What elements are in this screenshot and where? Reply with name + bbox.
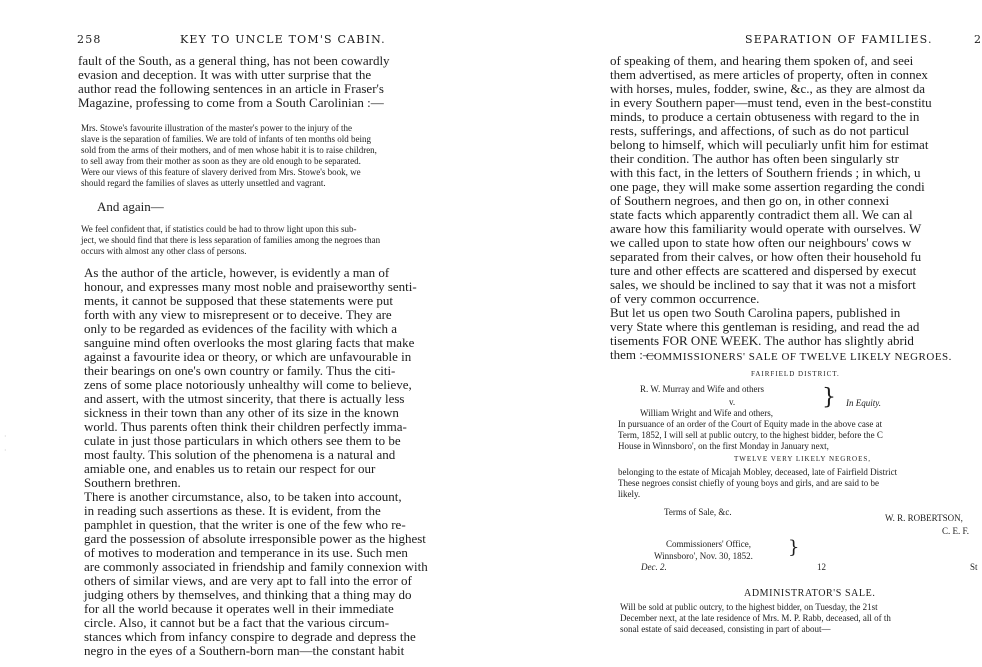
ad-title: COMMISSIONERS' SALE OF TWELVE LIKELY NEGROES. <box>646 351 952 363</box>
text-line: In pursuance of an order of the Court of Equity made in the above case at <box>618 419 883 429</box>
text-line: Southern brethren. <box>84 475 181 490</box>
text-line: Were our views of this feature of slavery derived from Mrs. Stowe's book, we <box>81 167 361 177</box>
text-line: occurs with almost any other class of persons. <box>81 246 247 256</box>
and-again-line: And again— <box>97 199 164 214</box>
text-line: and assert, with the utmost sincerity, that there is actually less <box>84 391 405 406</box>
text-line: amiable one, and enables us to retain our respect for our <box>84 461 376 476</box>
text-line: As the author of the article, however, is evidently a man of <box>84 265 390 280</box>
text-line: ject, we should find that there is less separation of families among the negroes than <box>81 235 381 245</box>
text-line: only to be regarded as evidences of the facility with which a <box>84 321 397 336</box>
text-line: zens of some place notoriously unhealthy will come to believe, <box>84 377 412 392</box>
text-line: negro in the eyes of a Southern-born man—the constant habit <box>84 643 405 658</box>
text-line: forth with any view to misrepresent or to deceive. They are <box>84 307 392 322</box>
text-line: We feel confident that, if statistics could be had to throw light upon this sub- <box>81 224 357 234</box>
page-number: 258 <box>77 33 102 46</box>
text-line: them :— <box>610 347 656 362</box>
text-line: sales, we should be inclined to say that it was not a misfort <box>610 277 916 292</box>
right-page <box>604 0 980 667</box>
running-head: SEPARATION OF FAMILIES. <box>745 33 933 46</box>
text-line: state facts which apparently contradict them all. We can al <box>610 207 913 222</box>
text-line: of motives to moderation and temperance in its use. Such men <box>84 545 408 560</box>
text-line: slave is the separation of families. We are told of infants of ten months old being <box>81 134 372 144</box>
text-line: sonal estate of said deceased, consisting in part of about— <box>620 624 831 634</box>
margin-mark: · <box>4 432 7 441</box>
text-line: belonging to the estate of Micajah Mobley, deceased, late of Fairfield District <box>618 467 898 477</box>
text-line: These negroes consist chiefly of young boys and girls, and are said to be <box>618 478 879 488</box>
text-line: There is another circumstance, also, to be taken into account, <box>84 489 402 504</box>
text-line: to sell away from their mother as soon as they are old enough to be separated. <box>81 156 361 166</box>
text-line: belong to himself, which will peculiarly unfit him for estimat <box>610 137 929 152</box>
ad-text <box>618 467 980 500</box>
text-line: ments, it cannot be supposed that these statements were put <box>84 293 394 308</box>
text-line: rests, sufferings, and affections, of such as do not particul <box>610 123 910 138</box>
body-paragraphs <box>610 54 980 362</box>
ad-court: In Equity. <box>846 398 881 408</box>
text-line: sold from the arms of their mothers, and of men whose habit it is to raise children, <box>81 145 377 155</box>
quote-block-2 <box>81 224 473 257</box>
text-line: culate in just those particulars in which others see them to be <box>84 433 401 448</box>
text-line: gard the possession of absolute irresponsible power as the highest <box>84 531 426 546</box>
text-line: Will be sold at public outcry, to the highest bidder, on Tuesday, the 21st <box>620 602 878 612</box>
text-line: with this fact, in the letters of Southern friends ; in which, u <box>610 165 921 180</box>
text-line: ture and other effects are scattered and dispersed by execut <box>610 263 917 278</box>
ad-signature-title: C. E. F. <box>942 526 970 536</box>
ad-party-1: R. W. Murray and Wife and others <box>640 384 764 394</box>
ad-text <box>620 602 980 635</box>
text-line: for all the world because it operates well in their immediate <box>84 601 394 616</box>
ad-signature-name: W. R. ROBERTSON, <box>885 513 963 523</box>
text-line: honour, and expresses many most noble and praiseworthy senti- <box>84 279 417 294</box>
text-line: sanguine mind often overlooks the most glaring facts that make <box>84 335 415 350</box>
text-line: stances which from infancy conspire to degrade and depress the <box>84 629 416 644</box>
text-line: we called upon to state how often our neighbours' cows w <box>610 235 912 250</box>
text-line: author read the following sentences in an article in Fraser's <box>78 81 384 96</box>
ad-issue-number: 12 <box>817 562 826 572</box>
text-line: tisements FOR ONE WEEK. The author has slightly abrid <box>610 333 914 348</box>
text-line: evasion and deception. It was with utter surprise that the <box>78 67 372 82</box>
text-line: of speaking of them, and hearing them spoken of, and seei <box>610 53 914 68</box>
text-line: Term, 1852, I will sell at public outcry, to the highest bidder, before the C <box>618 430 883 440</box>
text-line: world. Thus parents often think their children perfectly imma- <box>84 419 407 434</box>
text-line: them advertised, as mere articles of property, often in connex <box>610 67 928 82</box>
book-gutter <box>496 0 604 667</box>
intro-paragraph <box>78 54 474 110</box>
text-line: their bearings on one's own country or family. Thus the citi- <box>84 363 396 378</box>
quote-block-1 <box>81 123 473 189</box>
text-line: likely. <box>618 489 641 499</box>
ad-subheading: TWELVE VERY LIKELY NEGROES, <box>734 455 871 463</box>
ad-title: ADMINISTRATOR'S SALE. <box>744 588 876 599</box>
text-line: others of similar views, and are very apt to fall into the error of <box>84 573 412 588</box>
ad-edge-fragment: St <box>970 562 978 572</box>
text-line: fault of the South, as a general thing, has not been cowardly <box>78 53 390 68</box>
text-line: against a favourite idea or theory, or which are unfavourable in <box>84 349 412 364</box>
ad-text <box>618 419 980 452</box>
text-line: circle. Also, it cannot but be a fact that the various circum- <box>84 615 390 630</box>
body-paragraphs <box>84 266 480 658</box>
text-line: sickness in their town than any other of its size in the known <box>84 405 399 420</box>
text-line: Magazine, professing to come from a South Carolinian :— <box>78 95 384 110</box>
text-line: pamphlet in question, that the writer is one of the few who re- <box>84 517 406 532</box>
text-line: House in Winnsboro', on the first Monday in January next, <box>618 441 829 451</box>
ad-date: Dec. 2. <box>641 562 667 572</box>
text-line: are commonly associated in friendship and family connexion with <box>84 559 428 574</box>
text-line: one page, they will make some assertion regarding the condi <box>610 179 925 194</box>
ad-terms: Terms of Sale, &c. <box>664 507 732 517</box>
text-line: in reading such assertions as these. It is evident, from the <box>84 503 381 518</box>
brace-glyph: } <box>788 537 800 558</box>
text-line: Mrs. Stowe's favourite illustration of the master's power to the injury of the <box>81 123 352 133</box>
text-line: with horses, mules, fodder, swine, &c., as they are almost da <box>610 81 926 96</box>
ad-party-2: William Wright and Wife and others, <box>640 408 774 418</box>
brace-glyph: } <box>822 385 836 410</box>
ad-versus: v. <box>729 397 736 407</box>
text-line: most faulty. This solution of the phenomena is a natural and <box>84 447 396 462</box>
ad-office-line: Winnsboro', Nov. 30, 1852. <box>654 551 753 561</box>
text-line: aware how this familiarity would operate with ourselves. W <box>610 221 922 236</box>
text-line: minds, to produce a certain obtuseness with regard to the in <box>610 109 920 124</box>
text-line: separated from their calves, or how often their household fu <box>610 249 922 264</box>
page-number: 2 <box>974 33 982 46</box>
margin-mark: · <box>4 446 7 455</box>
text-line: December next, at the late residence of Mrs. M. P. Rabb, deceased, all of th <box>620 613 891 623</box>
text-line: judging others by themselves, and thinking that a thing may do <box>84 587 412 602</box>
text-line: very State where this gentleman is residing, and read the ad <box>610 319 920 334</box>
running-head: KEY TO UNCLE TOM'S CABIN. <box>180 33 386 46</box>
text-line: of very common occurrence. <box>610 291 760 306</box>
text-line: of Southern negroes, and then go on, in other connexi <box>610 193 890 208</box>
text-line: should regard the families of slaves as utterly unsettled and vagrant. <box>81 178 326 188</box>
text-line: their condition. The author has often been singularly str <box>610 151 899 166</box>
ad-district: FAIRFIELD DISTRICT. <box>751 370 840 378</box>
text-line: in every Southern paper—must tend, even in the best-constitu <box>610 95 932 110</box>
text-line: But let us open two South Carolina papers, published in <box>610 305 901 320</box>
ad-office-line: Commissioners' Office, <box>666 539 751 549</box>
